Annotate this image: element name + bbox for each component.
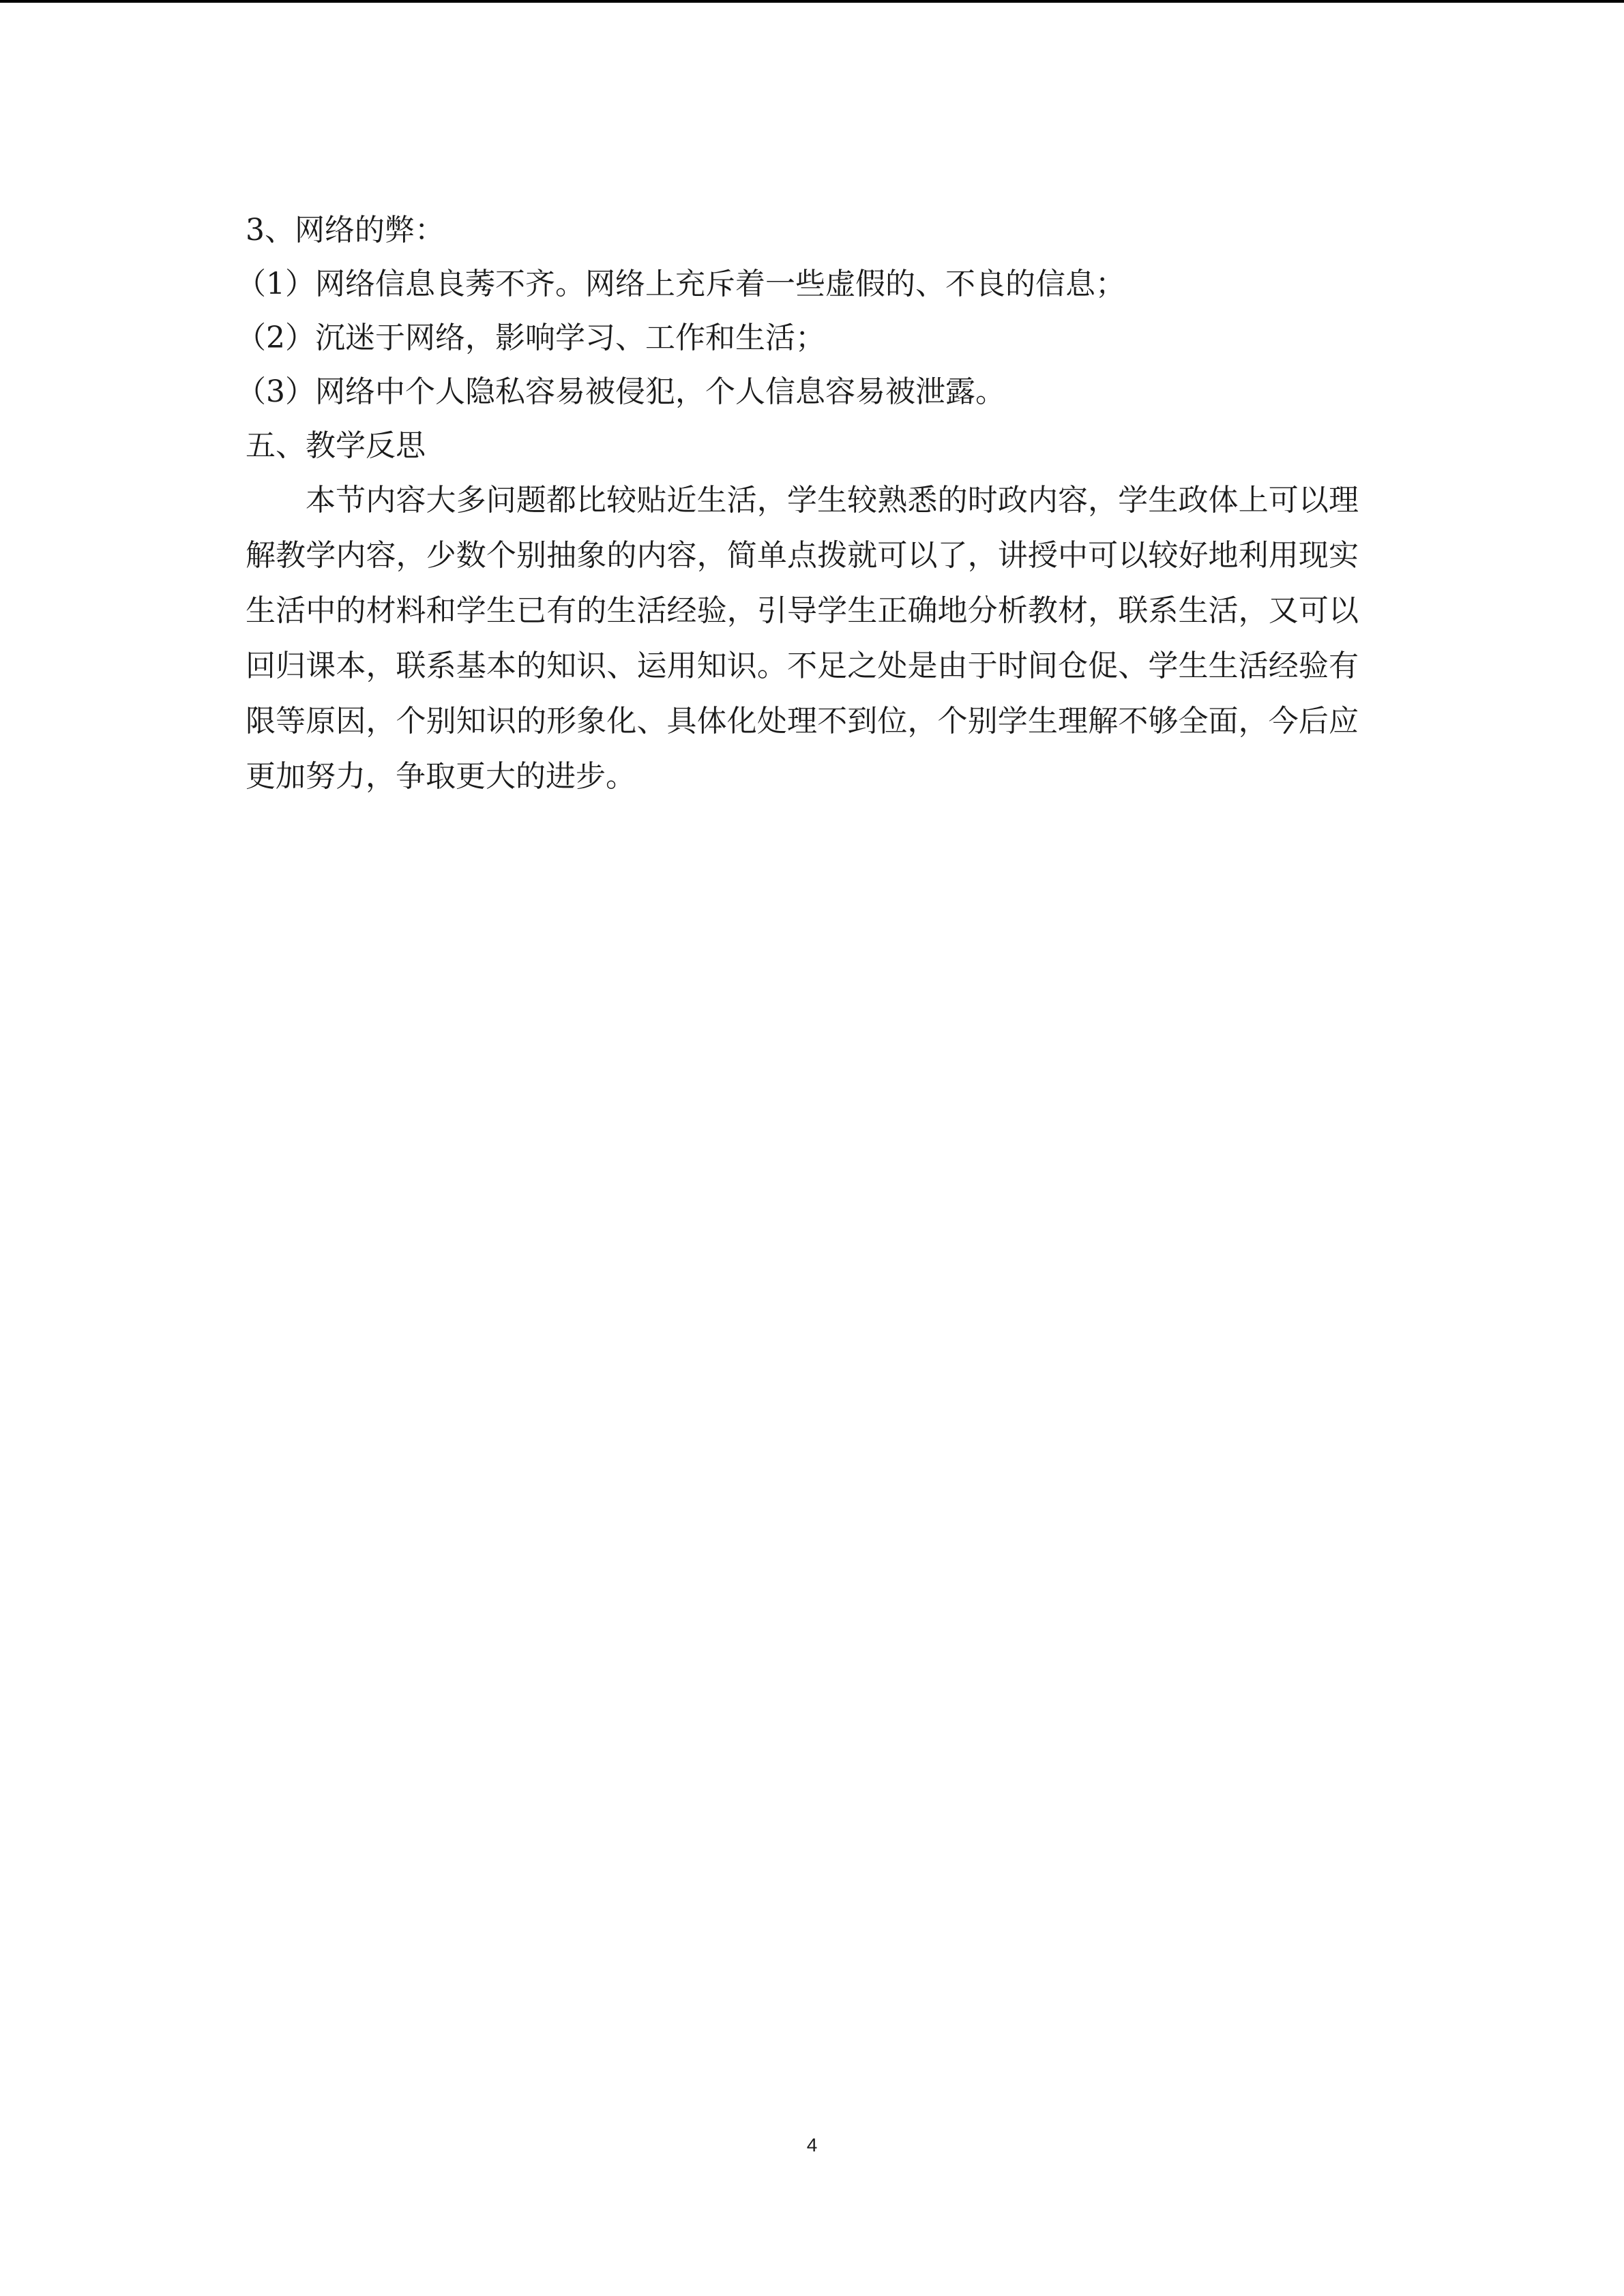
list-item: （2）沉迷于网络，影响学习、工作和生活； bbox=[236, 320, 825, 355]
document-body bbox=[236, 203, 1364, 804]
page-top-border bbox=[0, 0, 1624, 3]
section-heading-disadvantages: 3、网络的弊： bbox=[246, 213, 445, 248]
section-heading-reflection: 五、教学反思 bbox=[246, 428, 426, 463]
reflection-paragraph: 本节内容大多问题都比较贴近生活，学生较熟悉的时政内容，学生政体上可以理解教学内容，少数个别抽象的内容，简单点拨就可以了，讲授中可以较好地利用现实生活中的材料和学生已有的生活经验，引导学生正确地分析教材，联系生活，又可以回归课本，联系基本的知识、运用知识。不足之处是由于时间仓促、学生生活经验有限等原因，个别知识的形象化、具体化处理不到位，个别学生理解不够全面，今后应更加努力，争取更大的进步。 bbox=[246, 483, 1359, 794]
list-item: （1）网络信息良莠不齐。网络上充斥着一些虚假的、不良的信息； bbox=[236, 267, 1125, 301]
page-number: 4 bbox=[806, 2134, 818, 2156]
list-item: （3）网络中个人隐私容易被侵犯，个人信息容易被泄露。 bbox=[236, 374, 1005, 409]
